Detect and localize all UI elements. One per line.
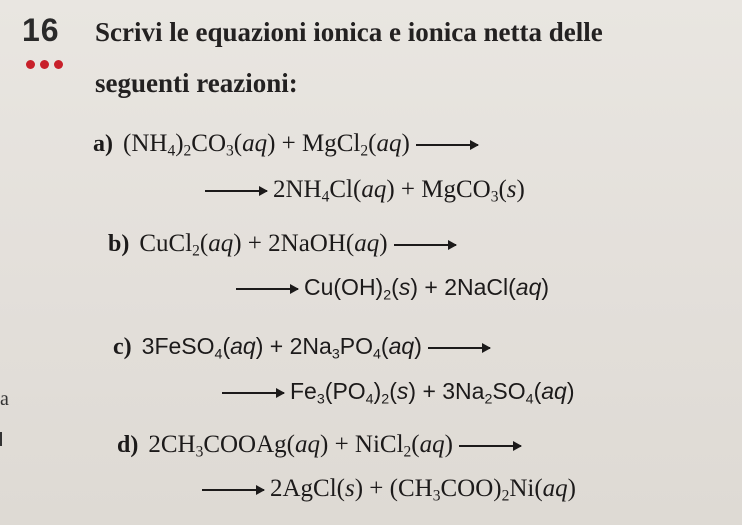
margin-mark <box>0 432 2 446</box>
item-d-products: 2AgCl(s) + $(CH_3COO)_2Ni(aq)$ <box>270 475 576 505</box>
item-d-reactants: $2CH_3COOAg(aq)$ + NiCl$_2$(aq) <box>148 431 453 461</box>
item-b-reactants-line <box>108 230 462 258</box>
item-a-reactants-line <box>93 130 484 158</box>
difficulty-dots-icon <box>26 60 63 69</box>
item-c-products-line <box>222 378 575 406</box>
reaction-arrow-icon <box>394 244 456 246</box>
reaction-arrow-icon <box>205 190 267 192</box>
item-b-products: $Cu(OH)_2(s)$ + 2NaCl(aq) <box>304 274 550 304</box>
reaction-arrow-icon <box>236 288 298 290</box>
item-c-reactants: 3FeSO$_4$(aq) + $2Na_3PO_4(aq)$ <box>141 333 422 363</box>
margin-letter: a <box>0 388 9 410</box>
reaction-arrow-icon <box>459 445 521 447</box>
item-b-reactants: CuCl$_2$(aq) + 2NaOH(aq) <box>139 230 388 260</box>
reaction-arrow-icon <box>202 489 264 491</box>
item-b-products-line <box>236 274 549 302</box>
item-d-products-line <box>202 475 576 503</box>
reaction-arrow-icon <box>428 347 490 349</box>
instruction-line-1: Scrivi le equazioni ionica e ionica netta delle <box>95 17 603 47</box>
item-label: c) <box>113 334 132 360</box>
item-a-products: $2NH_4Cl(aq)$ + MgCO$_3$(s) <box>273 176 525 206</box>
item-c-reactants-line <box>113 333 496 361</box>
item-label: a) <box>93 131 113 157</box>
reaction-arrow-icon <box>222 392 284 394</box>
item-c-products: $Fe_3(PO_4)_2(s) + 3Na_2SO_4(aq)$ <box>290 378 575 408</box>
item-d-reactants-line <box>117 431 527 459</box>
instruction-line-2: seguenti reazioni: <box>95 68 298 98</box>
item-label: d) <box>117 432 139 458</box>
item-a-products-line <box>205 176 525 204</box>
reaction-arrow-icon <box>416 144 478 146</box>
exercise-number: 16 <box>22 12 60 48</box>
item-label: b) <box>108 231 130 257</box>
item-a-reactants: $(NH_4)_2CO_3(aq)$ + MgCl$_2$(aq) <box>123 130 410 160</box>
